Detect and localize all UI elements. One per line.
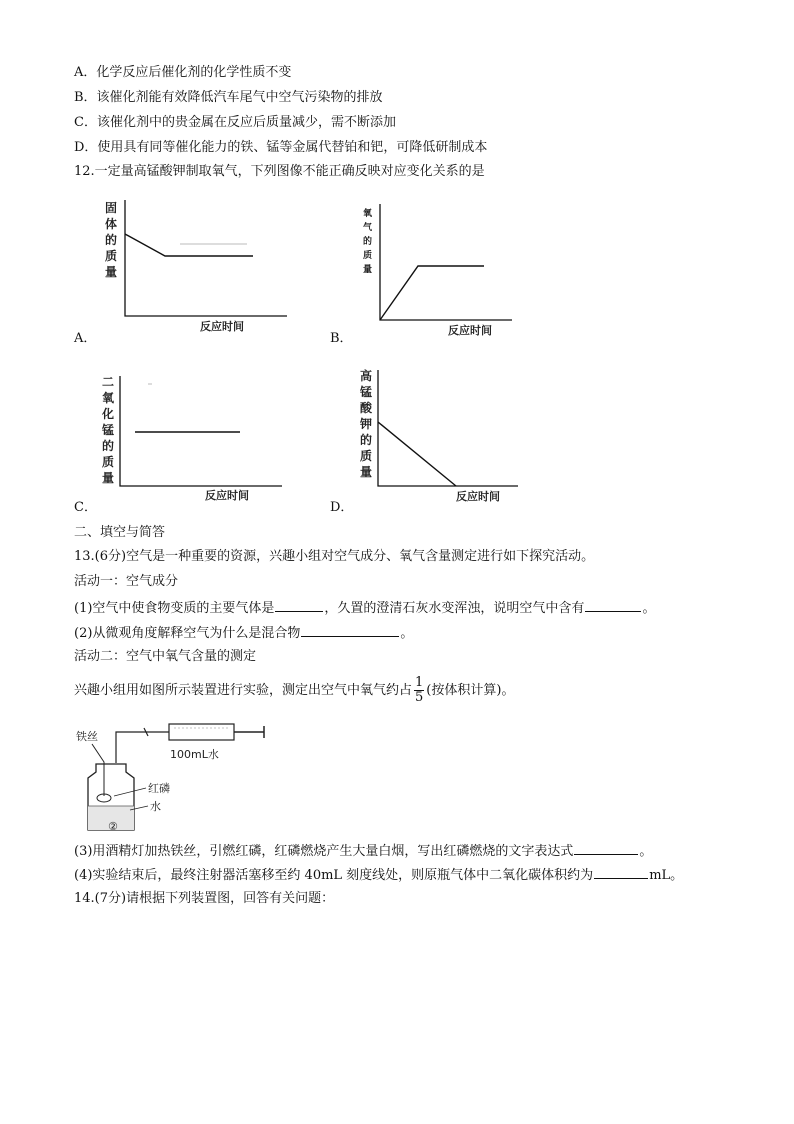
q13-stem: 13.(6分)空气是一种重要的资源，兴趣小组对空气成分、氧气含量测定进行如下探究活动。	[74, 549, 595, 564]
syringe	[169, 724, 234, 740]
svg-text:的: 的	[360, 433, 373, 447]
graph-d-option: D．	[330, 500, 354, 515]
svg-text:高: 高	[360, 369, 373, 383]
svg-text:氧: 氧	[102, 391, 115, 405]
graph-a-xlabel: 反应时间	[200, 320, 244, 333]
svg-text:质: 质	[363, 251, 373, 261]
label-phosphorus: 红磷	[148, 782, 170, 795]
svg-text:的: 的	[102, 439, 115, 453]
option-d: D．使用具有同等催化能力的铁、锰等金属代替铂和钯，可降低研制成本	[74, 140, 488, 155]
svg-text:质: 质	[105, 249, 118, 263]
svg-text:气: 气	[363, 223, 373, 233]
option-b: B．该催化剂能有效降低汽车尾气中空气污染物的排放	[74, 90, 383, 105]
svg-text:量: 量	[363, 265, 373, 275]
answer-blank[interactable]	[585, 599, 641, 612]
q13-intro: 兴趣小组用如图所示装置进行实验，测定出空气中氧气约占 $\frac{1}{5}$ (按体积计算)。	[74, 675, 515, 705]
svg-text:锰: 锰	[102, 423, 115, 437]
graph-b-curve	[380, 266, 484, 320]
q13-part4: (4)实验结束后，最终注射器活塞移至约 40mL 刻度线处，则原瓶气体中二氧化碳体积约为 mL。	[74, 868, 684, 883]
label-figure-number: ②	[108, 820, 118, 833]
section-heading: 二、填空与简答	[74, 525, 166, 540]
svg-text:量: 量	[102, 471, 115, 485]
graph-c-option: C．	[74, 500, 97, 515]
answer-blank[interactable]	[574, 842, 638, 855]
q13-part1: (1)空气中使食物变质的主要气体是 ，久置的澄清石灰水变浑浊，说明空气中含有 。	[74, 601, 656, 616]
fraction-one-fifth: $\frac{1}{5}$	[415, 675, 424, 705]
graph-b-xlabel: 反应时间	[448, 324, 492, 337]
label-water: 水	[150, 800, 161, 813]
label-wire: 铁丝	[76, 730, 98, 743]
graph-d-axes	[378, 370, 518, 486]
svg-text:氧: 氧	[363, 209, 373, 219]
svg-text:质: 质	[102, 455, 115, 469]
graph-b-option: B．	[330, 331, 353, 346]
answer-blank[interactable]	[275, 599, 323, 612]
graph-a	[95, 196, 315, 333]
answer-blank[interactable]	[594, 866, 648, 879]
svg-text:酸: 酸	[360, 401, 373, 415]
activity2-heading: 活动二：空气中氧气含量的测定	[74, 649, 257, 664]
svg-text:的: 的	[105, 233, 118, 247]
svg-text:量: 量	[105, 265, 118, 279]
graph-c	[100, 372, 320, 506]
option-c: C．该催化剂中的贵金属在反应后质量减少，需不断添加	[74, 115, 396, 130]
svg-text:质: 质	[360, 449, 373, 463]
svg-text:钾: 钾	[360, 417, 373, 431]
graph-c-xlabel: 反应时间	[205, 489, 249, 502]
svg-text:锰: 锰	[360, 385, 373, 399]
label-syringe: 100mL水	[170, 748, 219, 761]
graph-d-xlabel: 反应时间	[456, 490, 500, 503]
activity1-heading: 活动一：空气成分	[74, 574, 179, 589]
graph-b	[360, 200, 520, 337]
graph-a-ylabel-1: 固	[105, 201, 118, 215]
q13-part2: (2)从微观角度解释空气为什么是混合物 。	[74, 626, 414, 641]
svg-text:体: 体	[105, 217, 118, 231]
graph-a-option: A．	[74, 331, 97, 346]
q12-stem: 12.一定量高锰酸钾制取氧气，下列图像不能正确反映对应变化关系的是	[74, 164, 485, 179]
graph-d	[358, 366, 528, 505]
svg-text:量: 量	[360, 465, 373, 479]
q14-stem: 14.(7分)请根据下列装置图，回答有关问题：	[74, 891, 335, 906]
graph-c-axes	[120, 376, 282, 486]
svg-text:二: 二	[102, 375, 115, 389]
graph-a-axes	[125, 200, 287, 316]
apparatus-figure	[74, 718, 274, 833]
graph-d-curve	[378, 422, 456, 486]
answer-blank[interactable]	[301, 624, 399, 637]
q13-part3: (3)用酒精灯加热铁丝，引燃红磷，红磷燃烧产生大量白烟，写出红磷燃烧的文字表达式 。	[74, 844, 653, 859]
graph-b-axes	[380, 204, 512, 320]
svg-text:的: 的	[363, 237, 373, 247]
option-a: A．化学反应后催化剂的化学性质不变	[74, 65, 292, 80]
svg-text:化: 化	[102, 407, 115, 421]
graph-a-curve	[125, 234, 253, 256]
